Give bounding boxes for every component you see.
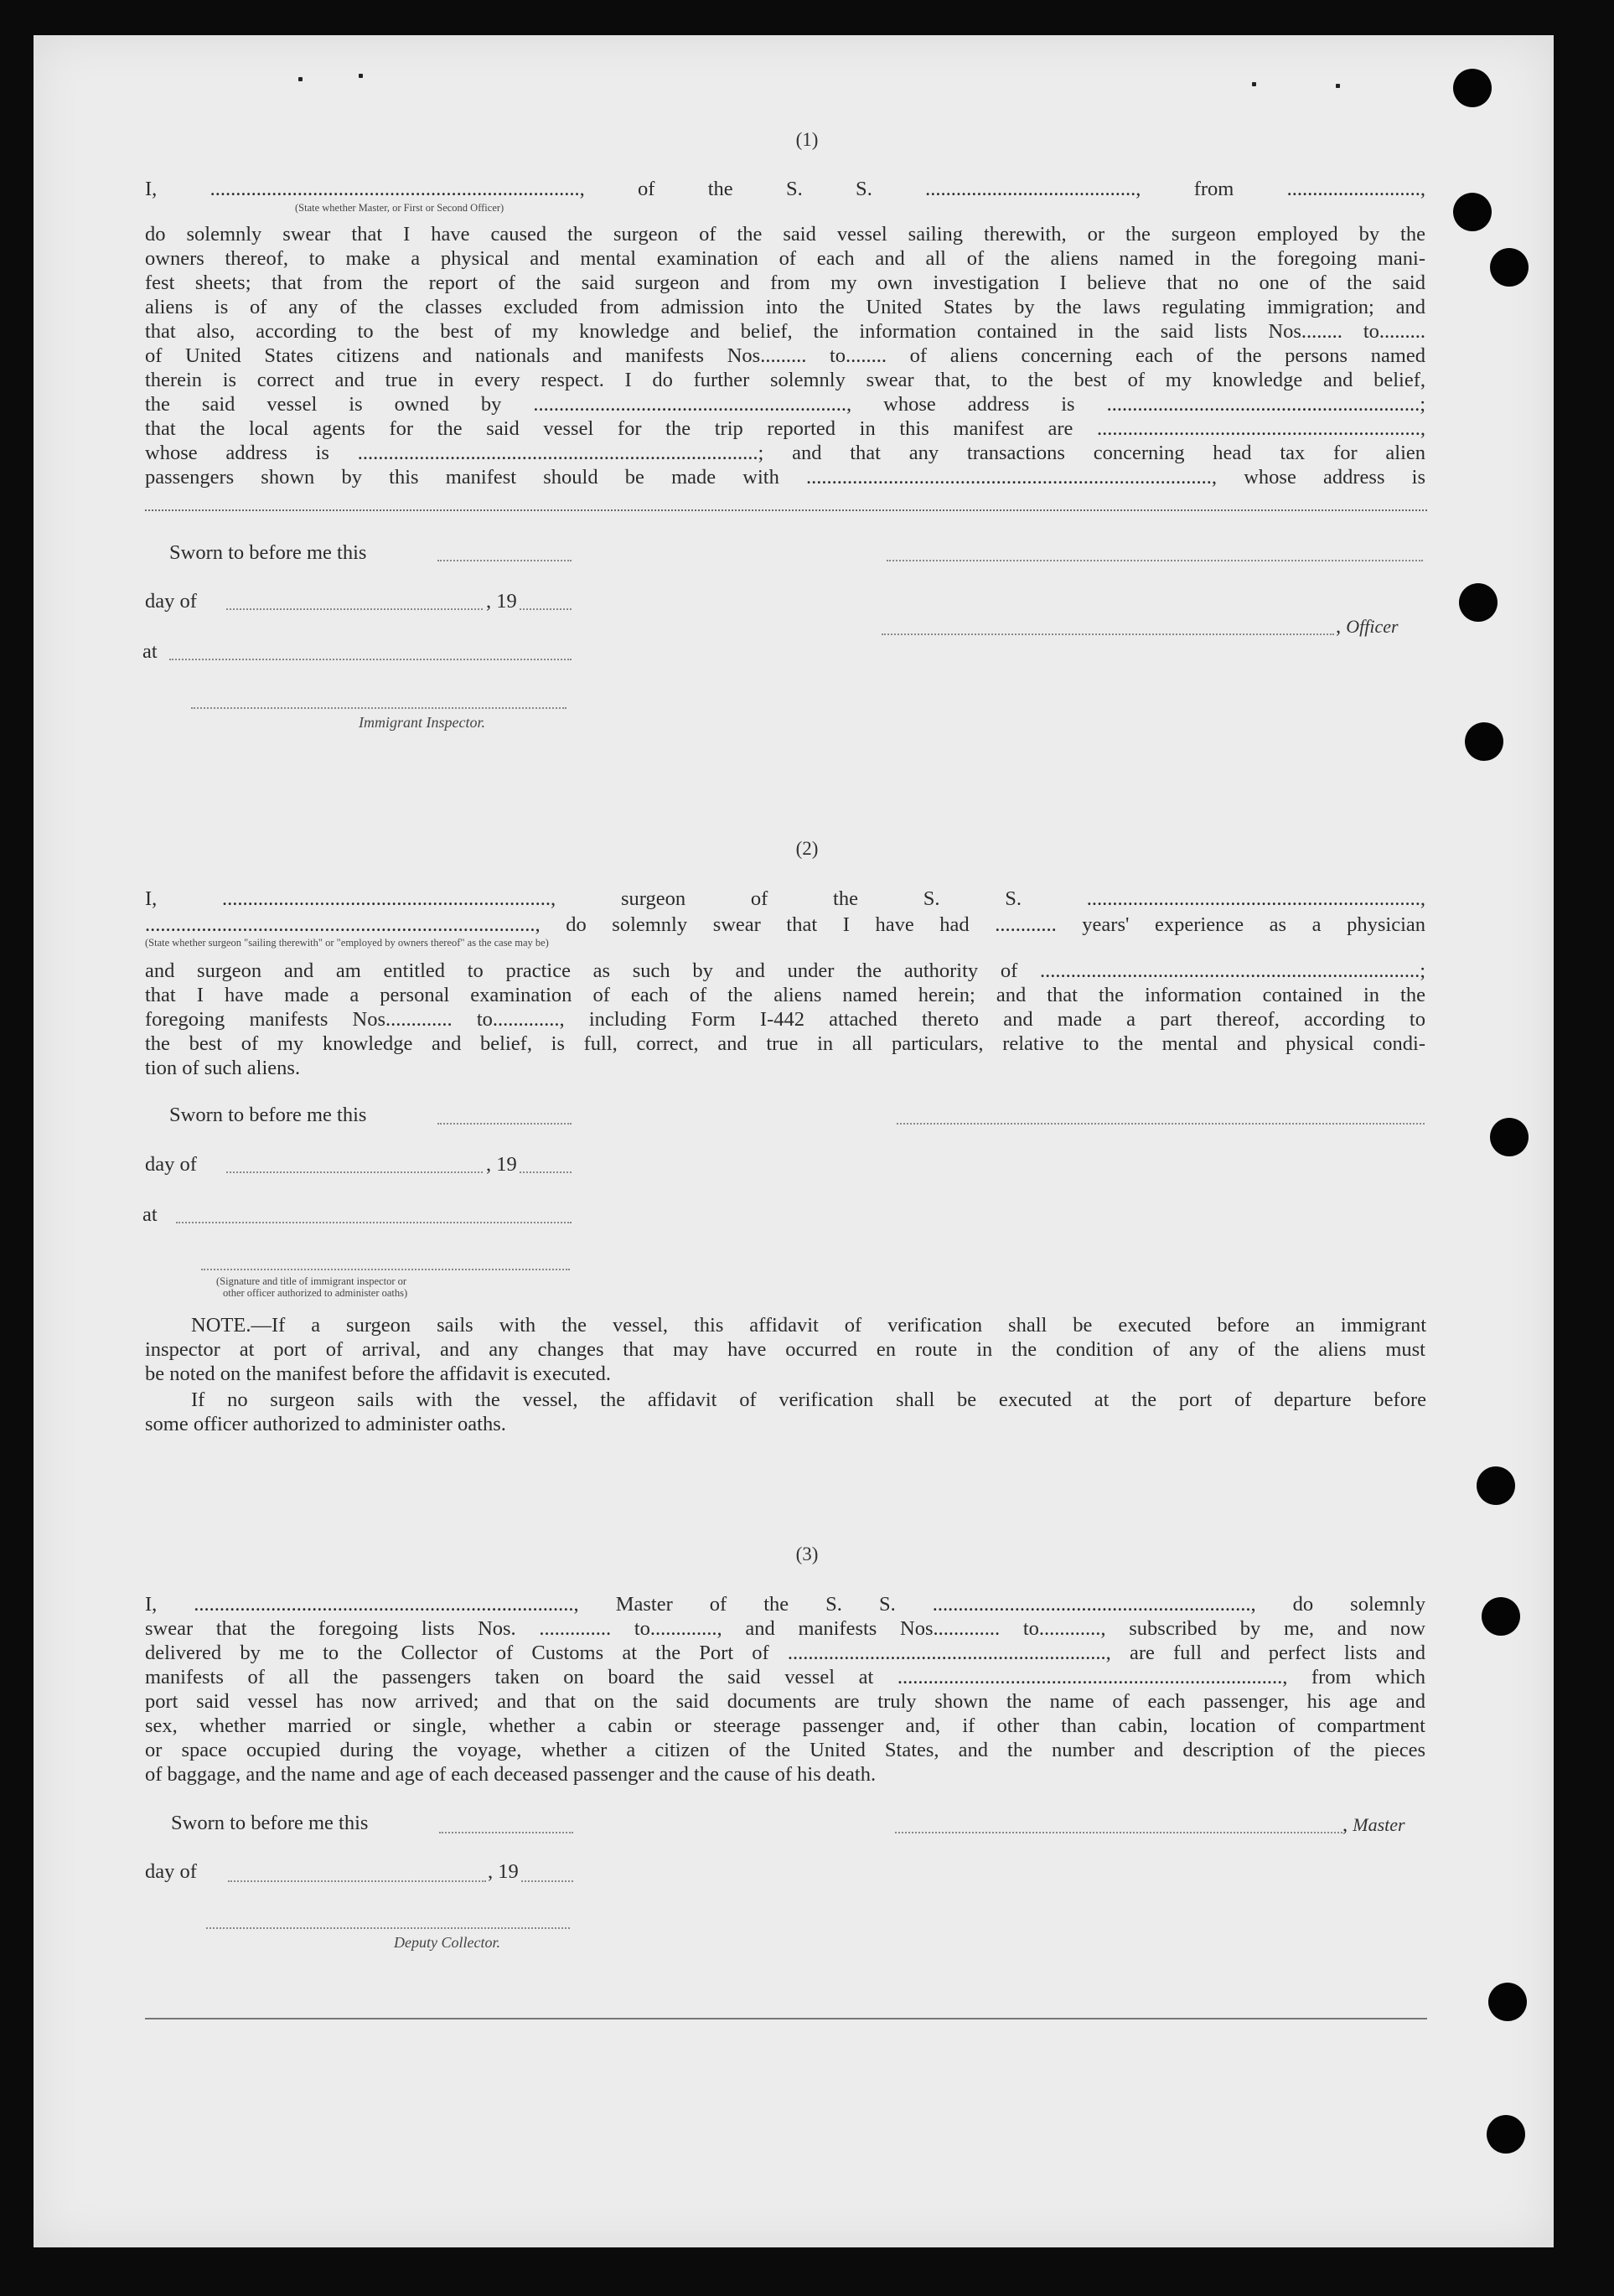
day-line: [226, 1171, 483, 1173]
officer-line: [882, 633, 1334, 635]
punch-hole: [1453, 193, 1492, 231]
at-label: at: [142, 1203, 158, 1226]
section-3-line: sex, whether married or single, whether a cabin or steerage passenger and, if other than cabin, location of compartment: [145, 1714, 1425, 1737]
officer-signature-line: [887, 560, 1423, 561]
section-1-address-line: [145, 509, 1427, 511]
section-3-line: delivered by me to the Collector of Customs at the Port of .............................................................., are full and perfect lists and: [145, 1642, 1425, 1664]
section-2-line: that I have made a personal examination of each of the aliens named herein; and that the information contained in the: [145, 984, 1425, 1006]
section-1-line: do solemnly swear that I have caused the surgeon of the said vessel sailing therewith, or the surgeon employed by the: [145, 223, 1425, 246]
day-line: [226, 608, 483, 610]
section-1-line: passengers shown by this manifest should be made with ..............................................................................., whose address is: [145, 466, 1425, 489]
section-1-line: that the local agents for the said vessel for the trip reported in this manifest are ...............................................................,: [145, 417, 1425, 440]
section-2-line: I, ................................................................, surgeon of the S. S. .................................................................,: [145, 887, 1425, 910]
at-label: at: [142, 640, 158, 663]
bottom-rule: [145, 2018, 1427, 2019]
section-2-line: tion of such aliens.: [145, 1057, 301, 1079]
collector-signature-line: [206, 1927, 570, 1929]
surgeon-note: (State whether surgeon "sailing therewith" or "employed by owners thereof" as the case may be): [145, 937, 549, 949]
speck: [359, 74, 363, 78]
officer-note: (State whether Master, or First or Second Officer): [295, 202, 504, 214]
sworn-label: Sworn to before me this: [171, 1812, 369, 1834]
section-1-line: fest sheets; that from the report of the said surgeon and from my own investigation I believe that no one of the said: [145, 271, 1425, 294]
year-line: [521, 1880, 573, 1882]
section-1-number: (1): [795, 129, 819, 150]
at-line: [169, 659, 572, 660]
punch-hole: [1488, 1983, 1527, 2021]
year-line: [520, 1171, 572, 1173]
section-1-line: whose address is ..............................................................................; and that any transactions concerning head tax for alien: [145, 442, 1425, 464]
year-label: , 19: [488, 1860, 519, 1883]
speck: [1252, 82, 1256, 86]
sworn-label: Sworn to before me this: [169, 541, 367, 564]
section-3-line: I, .........................................................................., Master of the S. S. .............................................................., do solemnly: [145, 1593, 1425, 1616]
sworn-date-line: [437, 1123, 572, 1125]
punch-hole: [1487, 2115, 1525, 2154]
master-signature-line: [895, 1832, 1342, 1833]
note-line: inspector at port of arrival, and any changes that may have occurred en route in the condition of any of the aliens must: [145, 1338, 1425, 1361]
section-3-line: port said vessel has now arrived; and that on the said documents are truly shown the name of each passenger, his age and: [145, 1690, 1425, 1713]
section-2-line: ............................................................................, do solemnly swear that I have had ............ years' experience as a physician: [145, 913, 1425, 936]
punch-hole: [1465, 722, 1503, 761]
section-2-line: foregoing manifests Nos............. to............., including Form I-442 attached thereto and made a part thereof, according to: [145, 1008, 1425, 1031]
punch-hole: [1477, 1466, 1515, 1505]
section-3-number: (3): [795, 1544, 819, 1564]
collector-label: Deputy Collector.: [394, 1934, 500, 1951]
at-line: [176, 1222, 572, 1223]
inspector-signature-line: [191, 707, 566, 709]
day-label: day of: [145, 590, 197, 613]
section-3-line: manifests of all the passengers taken on board the said vessel at ..........................................................................., from which: [145, 1666, 1425, 1688]
section-3-line: swear that the foregoing lists Nos. .............. to............., and manifests Nos............. to............, subscribed by me, and now: [145, 1617, 1425, 1640]
officer-signature-line: [201, 1269, 570, 1270]
section-3-line: of baggage, and the name and age of each deceased passenger and the cause of his death.: [145, 1763, 877, 1786]
officer-label: , Officer: [1336, 615, 1399, 638]
day-label: day of: [145, 1153, 197, 1176]
section-1-line: therein is correct and true in every respect. I do further solemnly swear that, to the best of my knowledge and belief,: [145, 369, 1425, 391]
day-line: [228, 1880, 486, 1882]
section-1-line: that also, according to the best of my knowledge and belief, the information contained in the said lists Nos........ to.........: [145, 320, 1425, 343]
section-1-line: owners thereof, to make a physical and mental examination of each and all of the aliens named in the foregoing mani-: [145, 247, 1425, 270]
section-3-line: or space occupied during the voyage, whether a citizen of the United States, and the number and description of the pieces: [145, 1739, 1425, 1761]
punch-hole: [1453, 69, 1492, 107]
master-label: , Master: [1342, 1813, 1405, 1836]
year-label: , 19: [486, 1153, 517, 1176]
day-label: day of: [145, 1860, 197, 1883]
speck: [1336, 84, 1340, 88]
signature-note: (Signature and title of immigrant inspector or: [216, 1275, 407, 1287]
section-2-number: (2): [795, 838, 819, 859]
section-1-line: I, ........................................................................, of the S. S. ........................................., from ..........................,: [145, 178, 1425, 200]
note-line: be noted on the manifest before the affidavit is executed.: [145, 1363, 612, 1385]
note-line: If no surgeon sails with the vessel, the affidavit of verification shall be executed at the port of departure before: [191, 1388, 1426, 1411]
section-2-line: and surgeon and am entitled to practice as such by and under the authority of ..........................................................................;: [145, 959, 1425, 982]
punch-hole: [1490, 1118, 1529, 1156]
section-2-line: the best of my knowledge and belief, is full, correct, and true in all particulars, relative to the mental and physical condi-: [145, 1032, 1425, 1055]
punch-hole: [1482, 1597, 1520, 1636]
note-line: some officer authorized to administer oaths.: [145, 1413, 506, 1435]
punch-hole: [1459, 583, 1498, 622]
note-line: NOTE.—If a surgeon sails with the vessel, this affidavit of verification shall be executed before an immigrant: [191, 1314, 1426, 1337]
section-1-line: of United States citizens and nationals and manifests Nos......... to........ of aliens concerning each of the persons named: [145, 344, 1425, 367]
speck: [298, 77, 303, 81]
inspector-label: Immigrant Inspector.: [359, 714, 485, 731]
sworn-date-line: [437, 560, 572, 561]
sworn-date-line: [439, 1832, 573, 1833]
punch-hole: [1490, 248, 1529, 287]
year-label: , 19: [486, 590, 517, 613]
section-1-line: the said vessel is owned by ............................................................., whose address is .............................................................;: [145, 393, 1425, 416]
section-1-line: aliens is of any of the classes excluded from admission into the United States by the laws regulating immigration; and: [145, 296, 1425, 318]
signature-note: other officer authorized to administer oaths): [223, 1287, 408, 1299]
signature-line: [897, 1123, 1425, 1125]
year-line: [520, 608, 572, 610]
sworn-label: Sworn to before me this: [169, 1104, 367, 1126]
